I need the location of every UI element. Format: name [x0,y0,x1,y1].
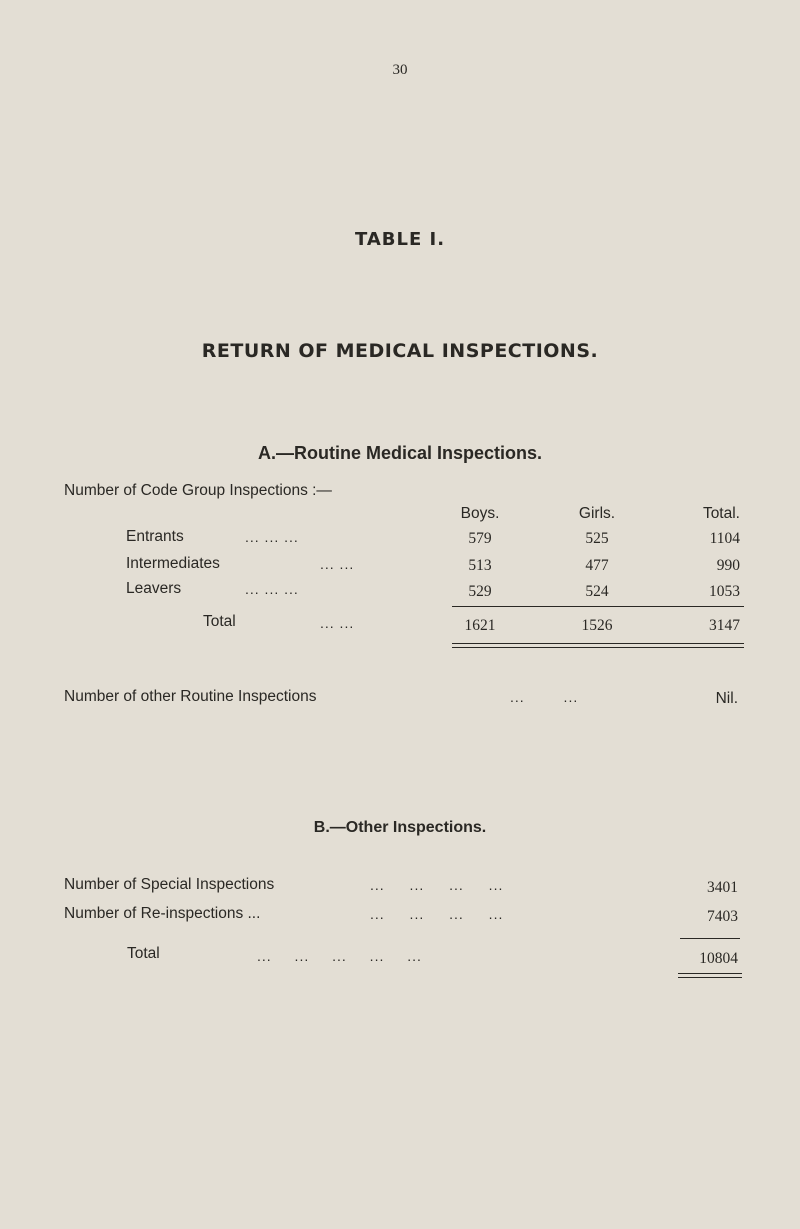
row-leader-dots: ... ... [510,689,579,705]
row-leader-dots: ... ... ... [245,581,299,597]
other-routine-label: Number of other Routine Inspections [64,688,317,705]
special-inspections-value: 3401 [707,879,738,896]
total-double-rule [452,647,744,648]
section-b-heading: B.—Other Inspections. [313,819,487,836]
column-header-boys: Boys. [460,505,500,522]
reinspections-label: Number of Re-inspections ... [64,905,261,922]
cell-leavers-boys: 529 [468,583,492,600]
cell-entrants-boys: 579 [468,530,492,547]
section-b-total-label: Total [127,945,160,962]
section-b-subtotal-rule [680,938,740,939]
section-b-total-double-rule [678,977,742,978]
row-leader-dots: ... ... ... ... [370,877,504,893]
special-inspections-label: Number of Special Inspections [64,876,275,893]
cell-leavers-girls: 524 [585,583,609,600]
cell-intermediates-boys: 513 [468,557,492,574]
table-subtitle: RETURN OF MEDICAL INSPECTIONS. [201,340,599,362]
section-a-intro: Number of Code Group Inspections :— [64,482,332,499]
row-label-leavers: Leavers [126,580,182,597]
cell-entrants-total: 1104 [709,530,740,547]
row-leader-dots: ... ... ... ... [370,906,504,922]
row-label-total: Total [203,613,236,630]
cell-intermediates-total: 990 [716,557,740,574]
row-leader-dots: ... ... [320,615,355,631]
row-label-intermediates: Intermediates [126,555,220,572]
section-b-total-value: 10804 [699,950,738,967]
total-double-rule [452,643,744,644]
other-routine-value: Nil. [715,690,738,707]
cell-entrants-girls: 525 [585,530,609,547]
row-leader-dots: ... ... ... ... ... [257,948,422,964]
reinspections-value: 7403 [707,908,738,925]
subtotal-rule [452,606,744,607]
cell-total-girls: 1526 [581,617,613,634]
row-leader-dots: ... ... [320,556,355,572]
section-b-total-double-rule [678,973,742,974]
column-header-girls: Girls. [578,505,616,522]
column-header-total: Total. [702,505,740,522]
cell-total-boys: 1621 [464,617,496,634]
section-a-heading: A.—Routine Medical Inspections. [257,443,543,463]
cell-leavers-total: 1053 [709,583,740,600]
table-title: TABLE I. [354,229,446,250]
page-number: 30 [392,62,408,78]
cell-total-total: 3147 [709,617,740,634]
cell-intermediates-girls: 477 [585,557,609,574]
row-label-entrants: Entrants [126,528,184,545]
row-leader-dots: ... ... ... [245,529,299,545]
